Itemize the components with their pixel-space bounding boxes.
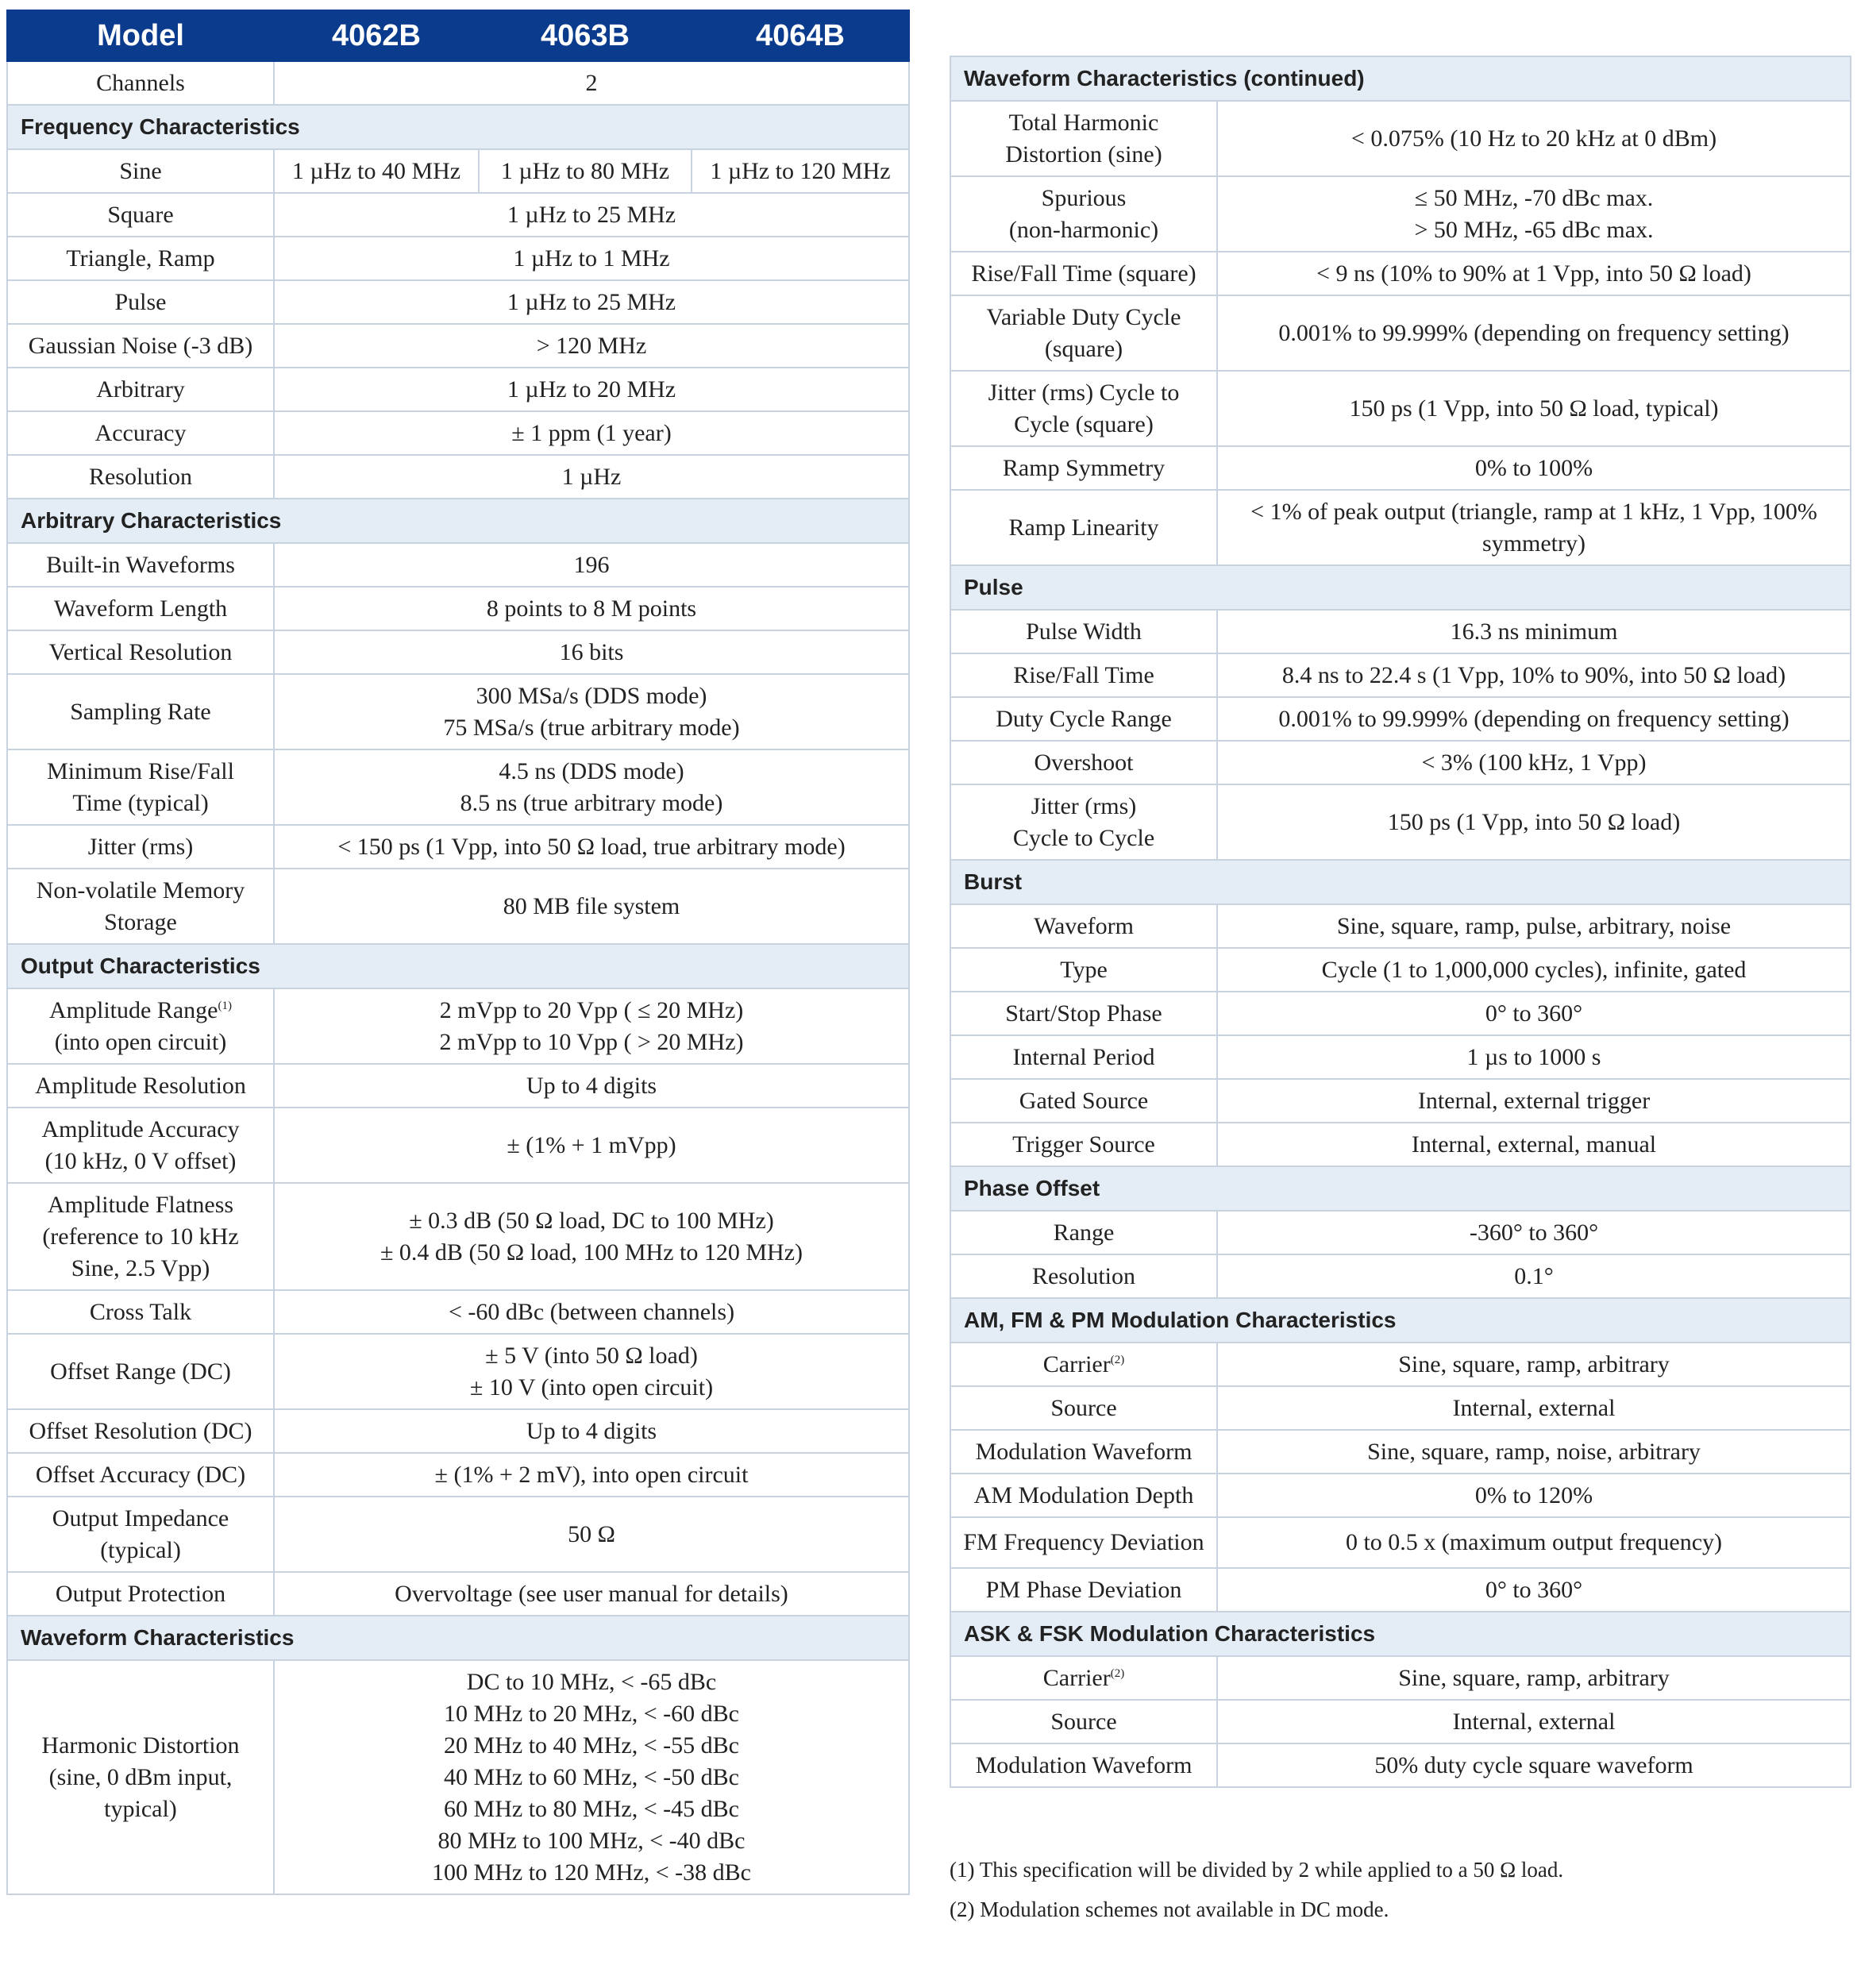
section-header — [7, 499, 909, 543]
section-title: Waveform Characteristics (continued) — [950, 56, 1851, 101]
row-value: 8.4 ns to 22.4 s (1 Vpp, 10% to 90%, into 50 Ω load) — [1217, 653, 1851, 697]
table-row — [7, 825, 909, 869]
row-value: < 150 ps (1 Vpp, into 50 Ω load, true arbitrary mode) — [274, 825, 909, 869]
section-title: Waveform Characteristics — [7, 1616, 909, 1660]
row-label: Ramp Linearity — [950, 490, 1217, 565]
table-row — [950, 1568, 1851, 1612]
section-title: Arbitrary Characteristics — [7, 499, 909, 543]
row-label: Sampling Rate — [7, 674, 274, 749]
table-row — [7, 1334, 909, 1409]
row-value: 300 MSa/s (DDS mode) 75 MSa/s (true arbitrary mode) — [274, 674, 909, 749]
carrier-label: Carrier — [1042, 1350, 1111, 1377]
table-row — [7, 1572, 909, 1616]
row-label: Harmonic Distortion (sine, 0 dBm input, typical) — [7, 1660, 274, 1894]
table-row — [950, 904, 1851, 948]
table-row — [950, 1035, 1851, 1079]
row-label: Channels — [7, 61, 274, 105]
table-row — [950, 1123, 1851, 1166]
row-value: Internal, external — [1217, 1700, 1851, 1743]
row-label: Overshoot — [950, 741, 1217, 784]
row-label: Range — [950, 1211, 1217, 1254]
section-header — [7, 944, 909, 988]
row-label: Gated Source — [950, 1079, 1217, 1123]
row-label: Variable Duty Cycle (square) — [950, 295, 1217, 371]
table-row — [950, 1254, 1851, 1298]
row-value: Sine, square, ramp, arbitrary — [1217, 1343, 1851, 1386]
section-header — [950, 1298, 1851, 1343]
row-label: Resolution — [950, 1254, 1217, 1298]
row-label: Amplitude Flatness (reference to 10 kHz Sine, 2.5 Vpp) — [7, 1183, 274, 1290]
row-label: Offset Range (DC) — [7, 1334, 274, 1409]
amplitude-range-label: Amplitude Range — [49, 996, 218, 1023]
row-label: Offset Resolution (DC) — [7, 1409, 274, 1453]
model-header-row — [7, 10, 909, 61]
table-row — [950, 295, 1851, 371]
row-label: Jitter (rms) Cycle to Cycle (square) — [950, 371, 1217, 446]
table-row — [950, 1517, 1851, 1568]
row-label: Gaussian Noise (-3 dB) — [7, 324, 274, 368]
row-value: 16 bits — [274, 630, 909, 674]
row-label: Type — [950, 948, 1217, 992]
row-value: 50 Ω — [274, 1497, 909, 1572]
section-title: Phase Offset — [950, 1166, 1851, 1211]
footnote-marker: (1) — [218, 999, 232, 1012]
row-label: Rise/Fall Time — [950, 653, 1217, 697]
row-value: 0° to 360° — [1217, 1568, 1851, 1612]
model-4062b: 4062B — [274, 10, 479, 61]
table-row — [7, 1453, 909, 1497]
footnote-2: (2) Modulation schemes not available in DC mode. — [950, 1897, 1389, 1921]
row-value: Sine, square, ramp, noise, arbitrary — [1217, 1430, 1851, 1474]
spec-table-right — [950, 56, 1851, 1788]
row-label: Start/Stop Phase — [950, 992, 1217, 1035]
row-label: Spurious (non-harmonic) — [950, 176, 1217, 252]
row-value: ± 1 ppm (1 year) — [274, 411, 909, 455]
row-label: FM Frequency Deviation — [950, 1517, 1217, 1568]
row-value: 0.001% to 99.999% (depending on frequency setting) — [1217, 295, 1851, 371]
row-label: Waveform Length — [7, 587, 274, 630]
row-value: 1 µHz to 40 MHz — [274, 149, 479, 193]
row-label: Non-volatile Memory Storage — [7, 869, 274, 944]
table-row — [7, 988, 909, 1064]
row-label: Total Harmonic Distortion (sine) — [950, 101, 1217, 176]
row-label: Amplitude Resolution — [7, 1064, 274, 1108]
row-value: Up to 4 digits — [274, 1064, 909, 1108]
row-value: < -60 dBc (between channels) — [274, 1290, 909, 1334]
table-row — [7, 61, 909, 105]
row-value: Internal, external trigger — [1217, 1079, 1851, 1123]
amplitude-range-sublabel: (into open circuit) — [54, 1028, 227, 1055]
row-value: < 0.075% (10 Hz to 20 kHz at 0 dBm) — [1217, 101, 1851, 176]
row-label: Built-in Waveforms — [7, 543, 274, 587]
section-header — [7, 105, 909, 149]
row-label: Waveform — [950, 904, 1217, 948]
row-label: AM Modulation Depth — [950, 1474, 1217, 1517]
table-row — [950, 252, 1851, 295]
row-value: < 3% (100 kHz, 1 Vpp) — [1217, 741, 1851, 784]
table-row — [7, 1497, 909, 1572]
table-row — [7, 1660, 909, 1894]
row-value: Internal, external — [1217, 1386, 1851, 1430]
table-row — [7, 1108, 909, 1183]
table-row — [950, 948, 1851, 992]
table-row — [7, 543, 909, 587]
table-row — [950, 1211, 1851, 1254]
row-label: Modulation Waveform — [950, 1430, 1217, 1474]
row-label: Source — [950, 1700, 1217, 1743]
table-row — [7, 749, 909, 825]
table-row — [950, 741, 1851, 784]
row-label: Jitter (rms) — [7, 825, 274, 869]
row-value: ± 0.3 dB (50 Ω load, DC to 100 MHz) ± 0.4 dB (50 Ω load, 100 MHz to 120 MHz) — [274, 1183, 909, 1290]
section-title: Burst — [950, 860, 1851, 904]
table-row — [7, 587, 909, 630]
row-value: ± (1% + 1 mVpp) — [274, 1108, 909, 1183]
row-label: Square — [7, 193, 274, 237]
spec-table-left — [6, 10, 910, 1895]
table-row — [7, 324, 909, 368]
footnote-1: (1) This specification will be divided by 2 while applied to a 50 Ω load. — [950, 1858, 1564, 1882]
table-row — [7, 1183, 909, 1290]
row-label: Modulation Waveform — [950, 1743, 1217, 1787]
row-value: Sine, square, ramp, pulse, arbitrary, noise — [1217, 904, 1851, 948]
row-value: ≤ 50 MHz, -70 dBc max. > 50 MHz, -65 dBc max. — [1217, 176, 1851, 252]
table-row — [950, 1700, 1851, 1743]
row-label: Resolution — [7, 455, 274, 499]
row-value: Up to 4 digits — [274, 1409, 909, 1453]
row-label: Amplitude Accuracy (10 kHz, 0 V offset) — [7, 1108, 274, 1183]
row-value: 1 µs to 1000 s — [1217, 1035, 1851, 1079]
row-label: Cross Talk — [7, 1290, 274, 1334]
row-value: 0 to 0.5 x (maximum output frequency) — [1217, 1517, 1851, 1568]
row-value: 1 µHz to 80 MHz — [479, 149, 692, 193]
row-value: Internal, external, manual — [1217, 1123, 1851, 1166]
table-row — [7, 411, 909, 455]
table-row — [950, 1343, 1851, 1386]
section-header — [950, 565, 1851, 610]
row-label: Arbitrary — [7, 368, 274, 411]
table-row — [7, 237, 909, 280]
row-value: 80 MB file system — [274, 869, 909, 944]
row-label: Minimum Rise/Fall Time (typical) — [7, 749, 274, 825]
table-row — [950, 490, 1851, 565]
section-title: Frequency Characteristics — [7, 105, 909, 149]
section-header — [7, 1616, 909, 1660]
row-value: 1 µHz to 25 MHz — [274, 280, 909, 324]
row-label: PM Phase Deviation — [950, 1568, 1217, 1612]
table-row — [7, 869, 909, 944]
row-label: Vertical Resolution — [7, 630, 274, 674]
table-row — [7, 1290, 909, 1334]
row-label: Triangle, Ramp — [7, 237, 274, 280]
footnote-marker: (2) — [1110, 1666, 1125, 1680]
row-label: Trigger Source — [950, 1123, 1217, 1166]
section-title: AM, FM & PM Modulation Characteristics — [950, 1298, 1851, 1343]
row-value: 1 µHz to 25 MHz — [274, 193, 909, 237]
row-value: DC to 10 MHz, < -65 dBc 10 MHz to 20 MHz, < -60 dBc 20 MHz to 40 MHz, < -55 dBc 40 MHz to 60 MHz, < -50 dBc 60 MHz to 80 MHz, < -45 dBc 80 MHz to 100 MHz, < -40 dBc 100 MHz to 120 MHz, < -38 dBc — [274, 1660, 909, 1894]
table-row — [950, 446, 1851, 490]
row-value: Cycle (1 to 1,000,000 cycles), infinite, gated — [1217, 948, 1851, 992]
row-value: 16.3 ns minimum — [1217, 610, 1851, 653]
table-row — [7, 280, 909, 324]
row-value: 150 ps (1 Vpp, into 50 Ω load, typical) — [1217, 371, 1851, 446]
section-header — [950, 1166, 1851, 1211]
table-row — [7, 368, 909, 411]
row-label: Rise/Fall Time (square) — [950, 252, 1217, 295]
row-value: 0.001% to 99.999% (depending on frequency setting) — [1217, 697, 1851, 741]
table-row — [950, 784, 1851, 860]
section-header — [950, 56, 1851, 101]
table-row — [7, 455, 909, 499]
row-value: 0.1° — [1217, 1254, 1851, 1298]
table-row — [950, 176, 1851, 252]
table-row — [950, 697, 1851, 741]
table-row — [7, 149, 909, 193]
row-value: 1 µHz — [274, 455, 909, 499]
row-label: Pulse — [7, 280, 274, 324]
row-value: 1 µHz to 120 MHz — [692, 149, 909, 193]
row-label: Accuracy — [7, 411, 274, 455]
table-row — [7, 630, 909, 674]
table-row — [950, 1474, 1851, 1517]
row-value: 2 — [274, 61, 909, 105]
row-value: Overvoltage (see user manual for details) — [274, 1572, 909, 1616]
row-value: 150 ps (1 Vpp, into 50 Ω load) — [1217, 784, 1851, 860]
table-row — [950, 1079, 1851, 1123]
row-value: -360° to 360° — [1217, 1211, 1851, 1254]
table-row — [950, 1743, 1851, 1787]
footnotes — [950, 1850, 1850, 1929]
row-value: 1 µHz to 1 MHz — [274, 237, 909, 280]
row-value: 4.5 ns (DDS mode) 8.5 ns (true arbitrary mode) — [274, 749, 909, 825]
model-4064b: 4064B — [692, 10, 909, 61]
row-label: Output Impedance (typical) — [7, 1497, 274, 1572]
row-label: Pulse Width — [950, 610, 1217, 653]
table-row — [950, 101, 1851, 176]
row-value: 0% to 120% — [1217, 1474, 1851, 1517]
table-row — [7, 193, 909, 237]
section-title: Output Characteristics — [7, 944, 909, 988]
table-row — [950, 1430, 1851, 1474]
table-row — [7, 1064, 909, 1108]
carrier-label: Carrier — [1042, 1664, 1111, 1691]
row-value: 2 mVpp to 20 Vpp ( ≤ 20 MHz) 2 mVpp to 10 Vpp ( > 20 MHz) — [274, 988, 909, 1064]
row-label: Output Protection — [7, 1572, 274, 1616]
row-value: 8 points to 8 M points — [274, 587, 909, 630]
row-value: 50% duty cycle square waveform — [1217, 1743, 1851, 1787]
row-label: Duty Cycle Range — [950, 697, 1217, 741]
table-row — [950, 610, 1851, 653]
table-row — [950, 1656, 1851, 1700]
row-label: Jitter (rms) Cycle to Cycle — [950, 784, 1217, 860]
table-row — [950, 653, 1851, 697]
model-4063b: 4063B — [479, 10, 692, 61]
row-value: 196 — [274, 543, 909, 587]
row-value: 0° to 360° — [1217, 992, 1851, 1035]
section-header — [950, 1612, 1851, 1656]
row-label: Offset Accuracy (DC) — [7, 1453, 274, 1497]
table-row — [950, 1386, 1851, 1430]
row-value: Sine, square, ramp, arbitrary — [1217, 1656, 1851, 1700]
row-value: ± (1% + 2 mV), into open circuit — [274, 1453, 909, 1497]
table-row — [950, 992, 1851, 1035]
table-row — [7, 674, 909, 749]
section-header — [950, 860, 1851, 904]
section-title: Pulse — [950, 565, 1851, 610]
section-title: ASK & FSK Modulation Characteristics — [950, 1612, 1851, 1656]
table-row — [950, 371, 1851, 446]
footnote-marker: (2) — [1110, 1353, 1125, 1366]
row-label — [950, 1343, 1217, 1386]
row-label — [950, 1656, 1217, 1700]
row-label: Ramp Symmetry — [950, 446, 1217, 490]
row-value: > 120 MHz — [274, 324, 909, 368]
row-label: Internal Period — [950, 1035, 1217, 1079]
row-label — [7, 988, 274, 1064]
row-value: ± 5 V (into 50 Ω load) ± 10 V (into open circuit) — [274, 1334, 909, 1409]
row-value: < 1% of peak output (triangle, ramp at 1 kHz, 1 Vpp, 100% symmetry) — [1217, 490, 1851, 565]
row-label: Source — [950, 1386, 1217, 1430]
row-value: 0% to 100% — [1217, 446, 1851, 490]
row-value: 1 µHz to 20 MHz — [274, 368, 909, 411]
table-row — [7, 1409, 909, 1453]
row-value: < 9 ns (10% to 90% at 1 Vpp, into 50 Ω load) — [1217, 252, 1851, 295]
model-header: Model — [7, 10, 274, 61]
row-label: Sine — [7, 149, 274, 193]
